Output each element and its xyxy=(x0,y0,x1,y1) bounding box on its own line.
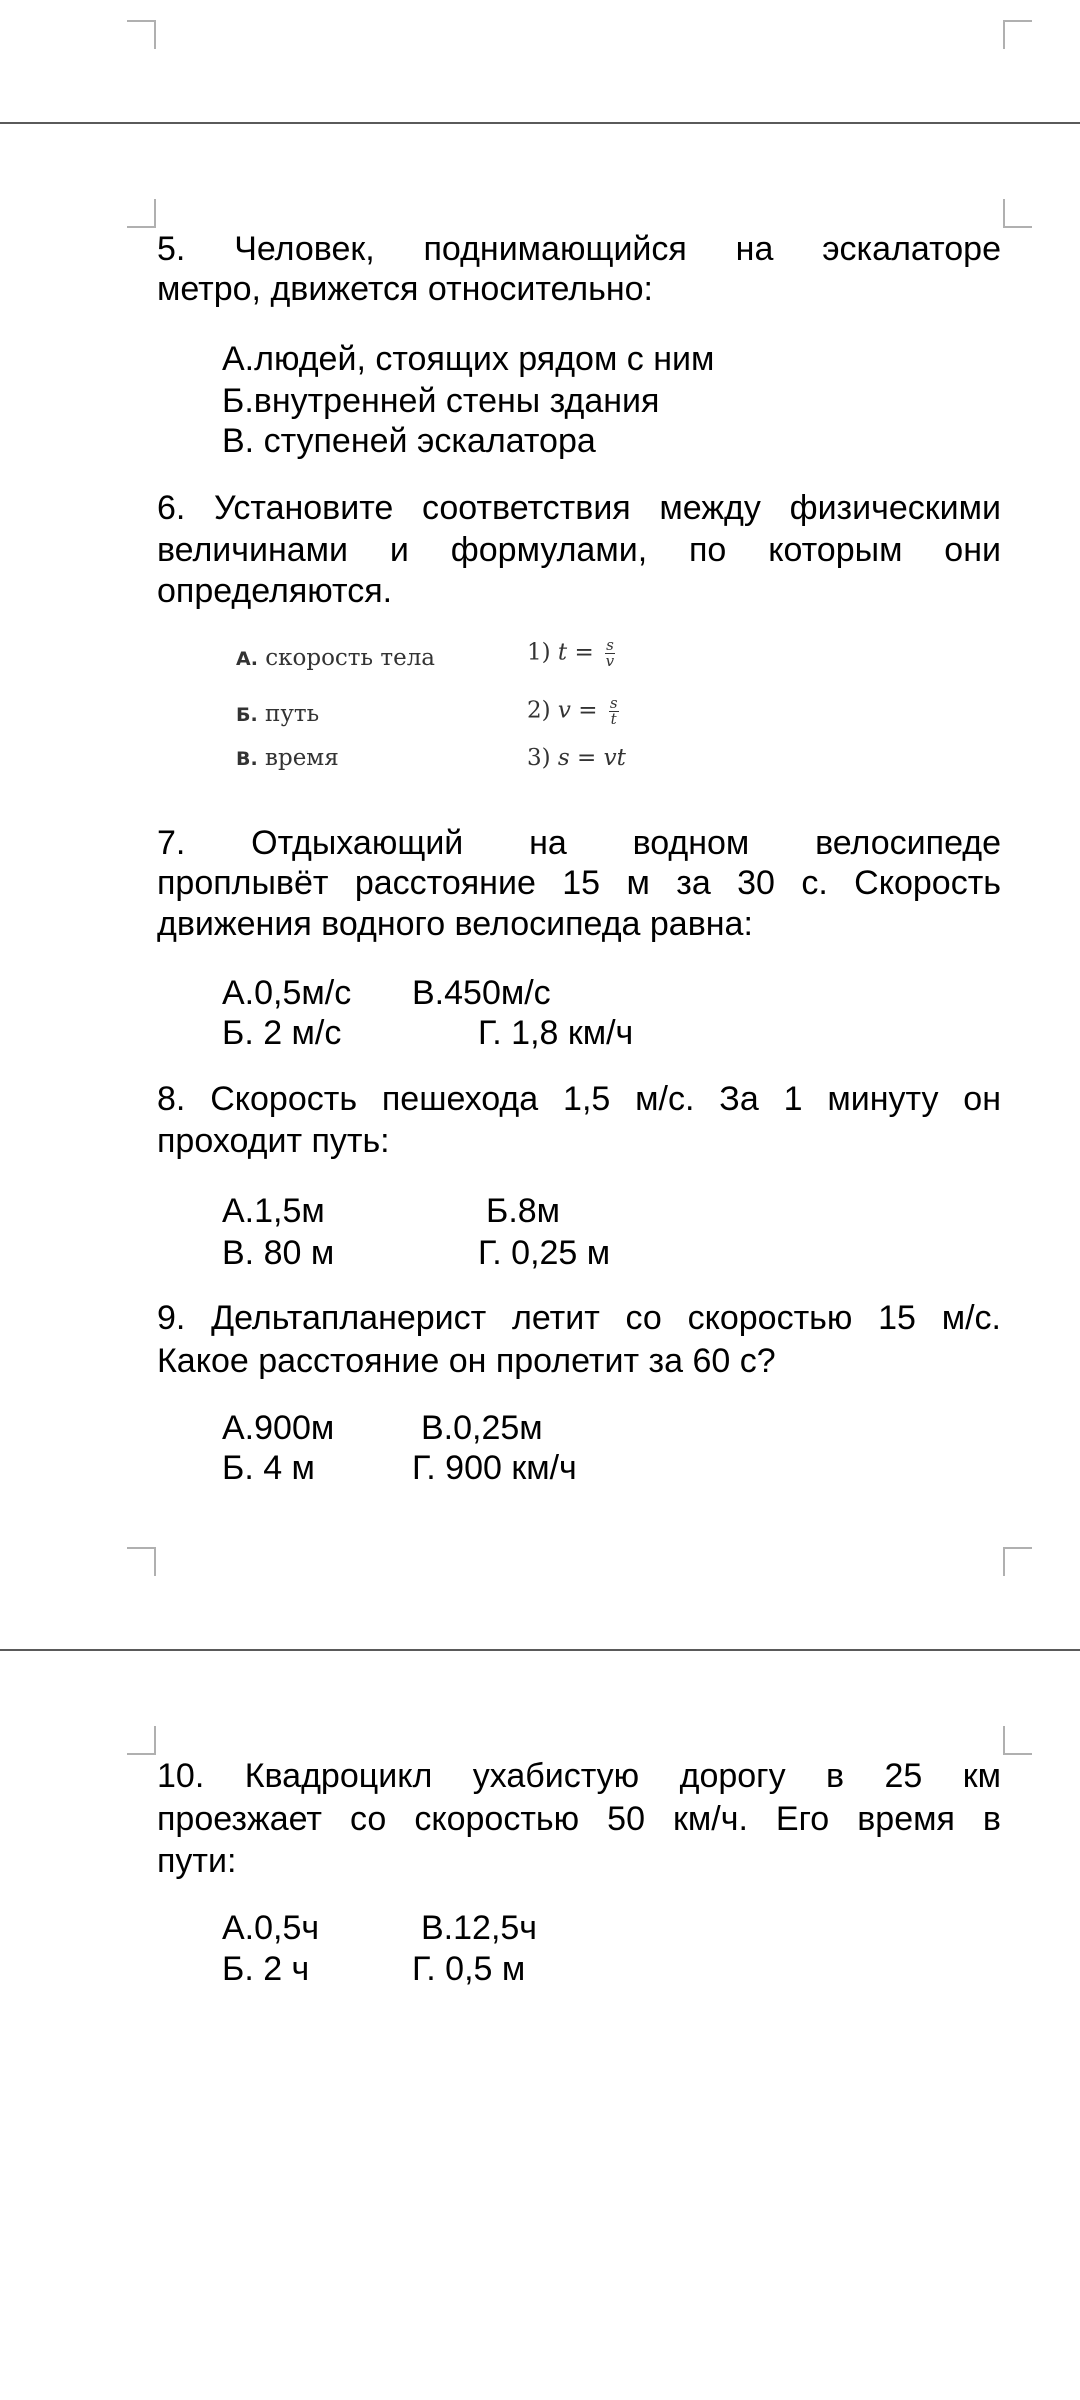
answer-option: Б.внутренней стены здания xyxy=(222,382,660,420)
quantity-name: время xyxy=(265,745,339,771)
matching-quantity xyxy=(236,744,339,773)
question-text-line: Какое расстояние он пролетит за 60 с? xyxy=(157,1342,776,1380)
answer-option: Б. 4 м xyxy=(222,1449,315,1487)
question-text-line: 6. Установите соответствия между физическими xyxy=(157,489,1001,527)
question-text-line: 8. Скорость пешехода 1,5 м/с. За 1 минуту он xyxy=(157,1080,1001,1118)
question-text-line: движения водного велосипеда равна: xyxy=(157,905,753,943)
answer-option: Б. 2 м/с xyxy=(222,1014,342,1052)
fraction-denominator: v xyxy=(605,652,615,670)
answer-option: Г. 1,8 км/ч xyxy=(478,1014,634,1052)
answer-option: А.900м xyxy=(222,1409,335,1447)
answer-option: В. ступеней эскалатора xyxy=(222,422,596,460)
page-break-divider xyxy=(0,1649,1080,1651)
page-corner-mark xyxy=(1003,20,1032,49)
answer-option: Г. 0,5 м xyxy=(412,1950,526,1988)
formula-number: 2) xyxy=(527,697,551,724)
question-text-line: величинами и формулами, по которым они xyxy=(157,531,1001,569)
question-text-line: проезжает со скоростью 50 км/ч. Его время в xyxy=(157,1800,1001,1838)
question-text-line: определяются. xyxy=(157,572,393,610)
formula xyxy=(527,744,626,772)
fraction-denominator: t xyxy=(610,710,617,728)
matching-quantity xyxy=(236,700,319,729)
answer-option: А.0,5ч xyxy=(222,1909,320,1947)
page-corner-mark xyxy=(127,1547,156,1576)
answer-option: В.12,5ч xyxy=(421,1909,538,1947)
question-text-line: 10. Квадроцикл ухабистую дорогу в 25 км xyxy=(157,1757,1001,1795)
quantity-name: путь xyxy=(265,701,320,727)
question-text-line: 7. Отдыхающий на водном велосипеде xyxy=(157,824,1001,862)
answer-option: Г. 900 км/ч xyxy=(412,1449,577,1487)
answer-option: А.0,5м/с xyxy=(222,974,352,1012)
answer-option: В.0,25м xyxy=(421,1409,543,1447)
question-text-line: 9. Дельтапланерист летит со скоростью 15 м/с. xyxy=(157,1299,1001,1337)
quantity-name: скорость тела xyxy=(265,645,436,671)
question-text-line: метро, движется относительно: xyxy=(157,270,653,308)
answer-option: А.1,5м xyxy=(222,1192,325,1230)
fraction-numerator: s xyxy=(609,694,618,712)
matching-quantity xyxy=(236,644,435,673)
question-text-line: проходит путь: xyxy=(157,1122,390,1160)
question-text-line: 5. Человек, поднимающийся на эскалаторе xyxy=(157,230,1001,268)
answer-option: Г. 0,25 м xyxy=(478,1234,611,1272)
fraction xyxy=(605,638,615,669)
fraction-numerator: s xyxy=(606,636,614,654)
quantity-label: В. xyxy=(236,748,258,770)
question-text-line: пути: xyxy=(157,1842,237,1880)
question-text-line: проплывёт расстояние 15 м за 30 с. Скорость xyxy=(157,864,1001,902)
answer-option: В.450м/с xyxy=(412,974,551,1012)
page-corner-mark xyxy=(1003,1547,1032,1576)
formula-lhs: v = xyxy=(557,697,598,724)
formula-number: 1) xyxy=(527,639,551,666)
answer-option: Б. 2 ч xyxy=(222,1950,310,1988)
page-corner-mark xyxy=(127,1726,156,1755)
answer-option: В. 80 м xyxy=(222,1234,335,1272)
formula-number: 3) xyxy=(527,745,551,771)
answer-option: Б.8м xyxy=(486,1192,561,1230)
quantity-label: А. xyxy=(236,648,258,670)
fraction xyxy=(609,696,619,727)
answer-option: А.людей, стоящих рядом с ним xyxy=(222,340,715,378)
page-corner-mark xyxy=(1003,199,1032,228)
formula xyxy=(527,696,619,727)
formula-lhs: s = vt xyxy=(557,745,626,771)
formula-lhs: t = xyxy=(557,639,594,666)
page-break-divider xyxy=(0,122,1080,124)
page-corner-mark xyxy=(127,20,156,49)
formula xyxy=(527,638,615,669)
page-corner-mark xyxy=(127,199,156,228)
quantity-label: Б. xyxy=(236,704,258,726)
page-corner-mark xyxy=(1003,1726,1032,1755)
